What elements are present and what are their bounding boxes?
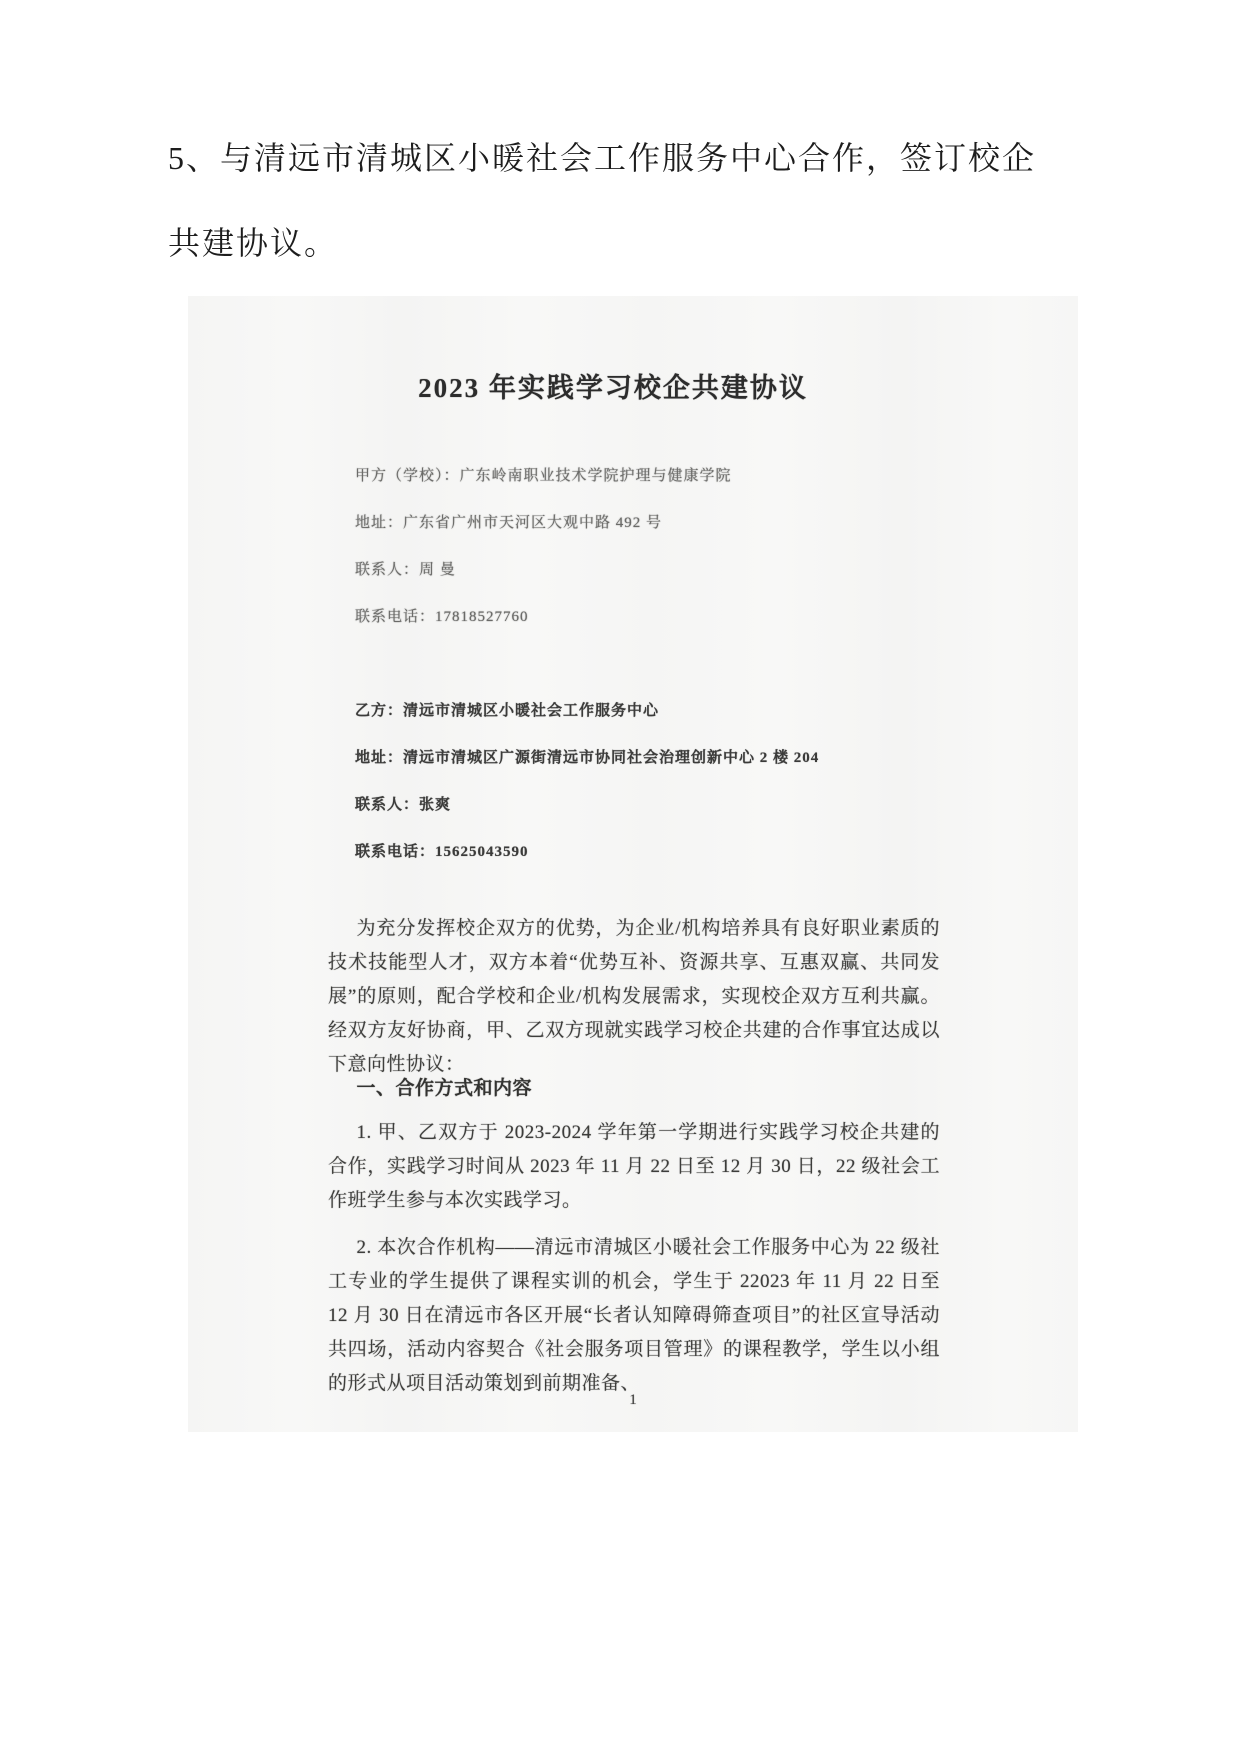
clause-1-text: 1. 甲、乙双方于 2023-2024 学年第一学期进行实践学习校企共建的合作，实践学习时间从 2023 年 11 月 22 日至 12 月 30 日，22 级社会工作班学生参与本次实践学习。: [328, 1122, 940, 1211]
clause-1-paragraph: [328, 1116, 940, 1218]
party-a-name: 甲方（学校）：广东岭南职业技术学院护理与健康学院: [355, 468, 732, 484]
section-heading: [328, 1072, 940, 1106]
scanned-agreement-image: [188, 296, 1078, 1432]
intro-paragraph: [168, 116, 1037, 286]
preamble-paragraph: [328, 912, 940, 1082]
clause-2-paragraph: [328, 1231, 940, 1401]
intro-line-1: 5、与清远市清城区小暖社会工作服务中心合作，签订校企: [168, 140, 1037, 176]
party-b-name: 乙方：清远市清城区小暖社会工作服务中心: [355, 703, 660, 719]
preamble-text: 为充分发挥校企双方的优势，为企业/机构培养具有良好职业素质的技术技能型人才，双方本着“优势互补、资源共享、互惠双赢、共同发展”的原则，配合学校和企业/机构发展需求，实现校企双方互利共赢。经双方友好协商，甲、乙双方现就实践学习校企共建的合作事宜达成以下意向性协议：: [328, 918, 940, 1075]
party-a-address: 地址：广东省广州市天河区大观中路 492 号: [355, 515, 663, 531]
scan-page-number: 1: [629, 1392, 637, 1408]
party-b-phone: 联系电话：15625043590: [355, 844, 529, 860]
party-a-phone: 联系电话：17818527760: [355, 609, 529, 625]
party-b-address: 地址：清远市清城区广源街清远市协同社会治理创新中心 2 楼 204: [355, 750, 820, 766]
party-b-contact: 联系人：张爽: [355, 797, 452, 813]
party-a-contact: 联系人：周 曼: [355, 562, 456, 578]
agreement-title: 2023 年实践学习校企共建协议: [418, 373, 808, 403]
intro-line-2: 共建协议。: [168, 225, 339, 261]
clause-2-text: 2. 本次合作机构——清远市清城区小暖社会工作服务中心为 22 级社工专业的学生提供了课程实训的机会，学生于 22023 年 11 月 22 日至 12 月 30 日在清远市各区开展“长者认知障碍筛查项目”的社区宣导活动共四场，活动内容契合《社会服务项目管理》的课程教学，学生以小组的形式从项目活动策划到前期准备、: [328, 1237, 940, 1394]
section-heading-text: 一、合作方式和内容: [356, 1078, 533, 1099]
